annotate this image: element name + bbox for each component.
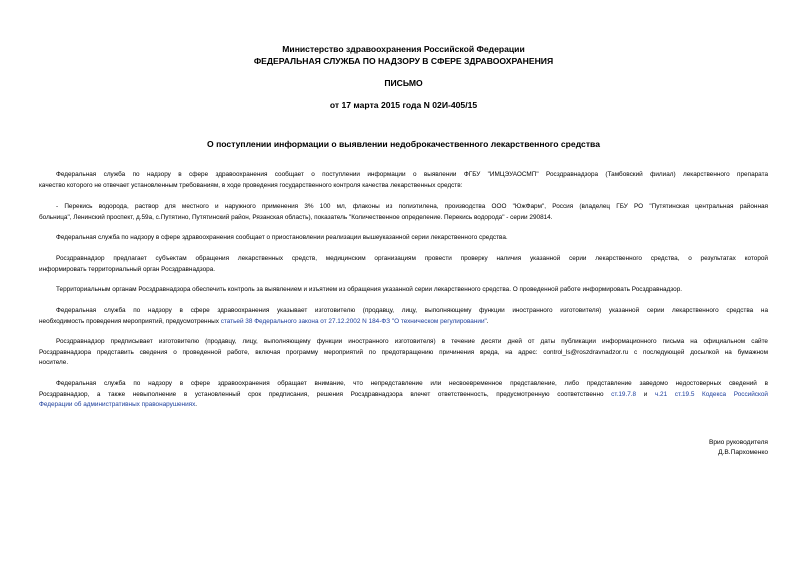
paragraph-line: качество которого не отвечает установленным требованиям, в ходе проведения государственного контроля качества лекарственных средств: [39,181,463,189]
paragraph-line: Федеральная служба по надзору в сфере здравоохранения указывает изготовителю (продавцу, лицу, выполняющему функции иностранного изготовителя) указанной серии лекарственного средства на [56,307,768,314]
paragraph-2 [39,202,768,223]
paragraph-line: Росздравнадзор предписывает изготовителю (продавцу, лицу, выполняющему функции иностранного изготовителя) в течение десяти дней от даты публикации информационного письма на официальном сайте [56,338,768,345]
paragraph-text: . [195,401,198,408]
paragraph-3 [39,233,768,244]
paragraph-line: Росздравнадзора представить сведения о проведенной работе, включая программу мероприятий по предотвращению причинения вреда, на адрес: control_ls@roszdravnadzor.ru с последующей досылкой на бумажном [39,348,768,356]
paragraph-line: - Перекись водорода, раствор для местного и наружного применения 3% 100 мл, флаконы из полиэтилена, производства ООО "ЮжФарм", Россия (владелец ГБУ РО "Путятинская центральная районная [56,203,768,210]
paragraph-line [39,390,768,401]
paragraph-4 [39,254,768,275]
paragraph-5 [39,285,768,296]
paragraph-line [39,400,768,411]
paragraph-line: Территориальным органам Росздравнадзора обеспечить контроль за выявлением и изъятием из обращения указанной серии лекарственного средства. О проведенной работе информировать Росздравнадзор. [56,286,683,293]
paragraph-text: необходимость проведения мероприятий, предусмотренных [39,317,221,325]
paragraph-line: Федеральная служба по надзору в сфере здравоохранения обращает внимание, что непредставление или несвоевременное представление, либо представление заведомо недостоверных сведений в [56,380,768,387]
paragraph-line: Федеральная служба по надзору в сфере здравоохранения сообщает о поступлении информации о выявлении ФГБУ "ИМЦЭУАОСМП" Росздравнадзора (Тамбовский филиал) лекарственного препарата [56,171,768,178]
signatory-name: Д.В.Пархоменко [718,449,768,456]
ministry-heading: Министерство здравоохранения Российской Федерации [282,44,525,54]
paragraph-line: информировать территориальный орган Росздравнадзора. [39,265,216,273]
article-19-5-link[interactable]: ч.21 ст.19.5 Кодекса Российской [654,390,768,398]
signatory-position: Врио руководителя [708,439,768,446]
paragraph-6 [39,306,768,327]
document-title: О поступлении информации о выявлении недоброкачественного лекарственного средства [207,139,600,149]
paragraph-line: Росздравнадзор предлагает субъектам обращения лекарственных средств, медицинским организациям провести проверку наличия указанной серии лекарственного средства, о результатах которой [56,255,768,262]
paragraph-line: больница", Ленинский проспект, д.59а, с.Путятино, Путятинский район, Рязанская область), показатель "Количественное определение. Перекись водорода" - серии 290814. [39,213,553,221]
service-heading: ФЕДЕРАЛЬНАЯ СЛУЖБА ПО НАДЗОРУ В СФЕРЕ ЗДРАВООХРАНЕНИЯ [253,56,554,66]
paragraph-line [39,317,768,328]
paragraph-8 [39,379,768,411]
paragraph-text: и [636,390,655,398]
paragraph-text: . [486,317,489,325]
paragraph-line: носителе. [39,359,69,366]
signature-block [709,438,768,458]
paragraph-7 [39,337,768,369]
paragraph-text: Росздравнадзор, а также невыполнение в установленный срок предписания, решения Росздравнадзора влечет ответственность, предусмотренную соответственно [39,390,612,398]
law-184-fz-link[interactable]: статьей 38 Федерального закона от 27.12.2002 N 184-ФЗ "О техническом регулировании" [220,317,487,325]
document-date-number: от 17 марта 2015 года N 02И-405/15 [329,100,478,110]
paragraph-line: Федеральная служба по надзору в сфере здравоохранения сообщает о приостановлении реализации вышеуказанной серии лекарственного средства. [56,234,508,241]
koap-code-link[interactable]: Федерации об административных правонарушениях [39,401,196,408]
document-type: ПИСЬМО [384,78,423,88]
article-19-7-8-link[interactable]: ст.19.7.8 [611,390,637,398]
paragraph-1 [39,170,768,191]
